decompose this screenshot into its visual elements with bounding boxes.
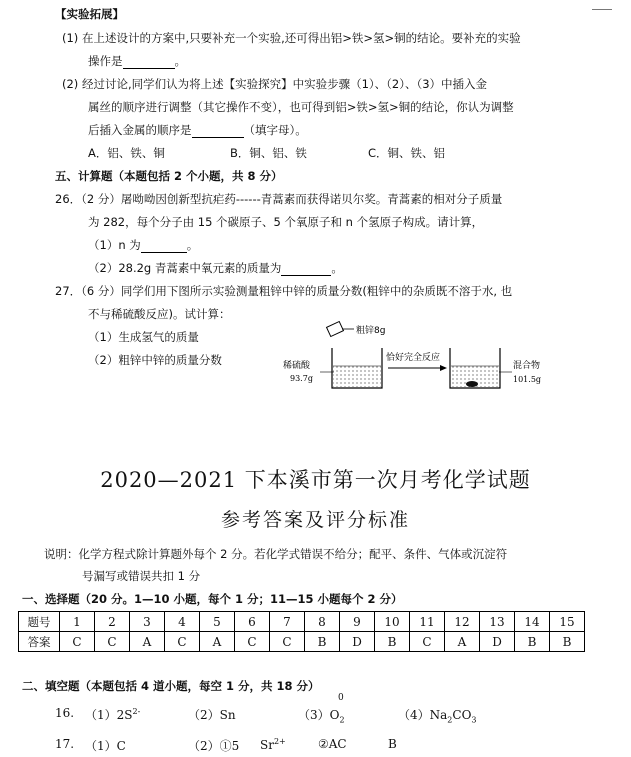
question-number-cell: 3 — [130, 612, 165, 632]
answer-choice-cell: A — [445, 632, 480, 652]
q16-number: 16. — [55, 706, 75, 720]
question-number-cell: 11 — [410, 612, 445, 632]
answer-blank — [141, 238, 187, 253]
q27-part-2: （2）粗锌中锌的质量分数 — [88, 353, 222, 367]
q16-4-sub: 2 — [447, 715, 453, 725]
question-number-cell: 6 — [235, 612, 270, 632]
question-number-cell: 12 — [445, 612, 480, 632]
question-number-cell: 8 — [305, 612, 340, 632]
q27-part-1: （1）生成氢气的质量 — [88, 330, 199, 344]
q17-answer-ion — [260, 737, 286, 752]
q16-1-charge: 2- — [132, 707, 141, 716]
answer-table — [18, 611, 585, 652]
q16-answer-2: （2）Sn — [188, 708, 236, 722]
q17-answer-4: B — [388, 737, 397, 751]
q16-4-text: （4）Na — [398, 708, 448, 722]
q17-answer-1: （1）C — [85, 739, 126, 753]
question-number-cell: 10 — [375, 612, 410, 632]
question-number-cell: 2 — [95, 612, 130, 632]
q26-line-1: 26．（2 分）屠呦呦因创新型抗疟药------青蒿素而获得诺贝尔奖。青蒿素的相对分子质量 — [55, 192, 503, 206]
exp-q2-fill-hint: （填字母）。 — [243, 123, 307, 137]
answer-choice-cell: B — [305, 632, 340, 652]
q16-4-text-2: CO — [452, 708, 472, 722]
question-number-cell: 13 — [480, 612, 515, 632]
zinc-label: 粗锌8g — [356, 326, 386, 336]
question-number-cell: 1 — [60, 612, 95, 632]
exp-q2-line-3 — [88, 122, 307, 138]
note-line-2: 号漏写或错误共扣 1 分 — [82, 569, 201, 583]
table-row-numbers — [19, 612, 585, 632]
q26-part-1-label: （1）n 为 — [88, 238, 141, 252]
answer-choice-cell: A — [130, 632, 165, 652]
exp-q2-line-1: (2) 经过讨论,同学们认为将上述【实验探究】中实验步骤（1）、（2）、（3）中插入金 — [62, 77, 488, 91]
q17-number: 17. — [55, 737, 75, 751]
answer-choice-cell: C — [95, 632, 130, 652]
row-head-answer: 答案 — [19, 632, 60, 652]
row-head-number: 题号 — [19, 612, 60, 632]
answer-blank — [192, 123, 244, 138]
answer-subtitle: 参考答案及评分标准 — [220, 509, 410, 531]
option-a: A．铝、铁、铜 — [88, 146, 165, 160]
table-row-answers — [19, 632, 585, 652]
sec2-heading: 二、填空题（本题包括 4 道小题，每空 1 分，共 18 分） — [22, 679, 320, 693]
q27-line-2: 不与稀硫酸反应)。试计算： — [88, 307, 231, 321]
question-number-cell: 5 — [200, 612, 235, 632]
acid-label: 稀硫酸 — [283, 361, 311, 371]
period: 。 — [186, 238, 199, 252]
experiment-extension-heading: 【实验拓展】 — [55, 7, 124, 21]
q26-part-2 — [88, 260, 343, 276]
mix-mass: 101.5g — [513, 375, 542, 384]
experiment-diagram — [280, 310, 545, 405]
q16-3-text: （3）O — [298, 708, 340, 722]
right-beaker-icon — [450, 348, 500, 388]
q16-3-sub: 2 — [339, 715, 345, 725]
answer-blank — [281, 261, 331, 276]
q17-answer-2: （2）①5 — [188, 739, 240, 753]
zinc-pellet-icon — [327, 322, 354, 337]
page-corner-line — [592, 9, 612, 10]
q16-answer-4 — [398, 706, 477, 724]
question-number-cell: 7 — [270, 612, 305, 632]
q16-answer-1 — [85, 706, 140, 723]
answer-title: 2020—2021 下本溪市第一次月考化学试题 — [100, 468, 531, 492]
q16-answer-3 — [298, 706, 345, 724]
exp-q2-line-2: 属丝的顺序进行调整（其它操作不变），也可得到铝>铁>氢>铜的结论，你认为调整 — [88, 100, 514, 114]
mix-label: 混合物 — [513, 361, 541, 371]
answer-choice-cell: D — [340, 632, 375, 652]
exp-q2-order-label: 后插入金属的顺序是 — [88, 123, 192, 137]
q26-line-2: 为 282，每个分子由 15 个碳原子、5 个氧原子和 n 个氢原子构成。请计算， — [88, 215, 484, 229]
question-number-cell: 15 — [550, 612, 585, 632]
q17-answer-3: ②AC — [318, 737, 347, 751]
sec1-heading: 一、选择题（20 分。1—10 小题，每个 1 分；11—15 小题每个 2 分） — [22, 592, 403, 606]
option-b: B．铜、铝、铁 — [230, 146, 307, 160]
answer-choice-cell: B — [550, 632, 585, 652]
question-number-cell: 9 — [340, 612, 375, 632]
option-c: C．铜、铁、铝 — [368, 146, 446, 160]
q17-ion-text: Sr — [260, 738, 274, 752]
question-number-cell: 14 — [515, 612, 550, 632]
reaction-arrow-icon — [388, 365, 447, 371]
q16-3-valence: 0 — [338, 693, 344, 703]
answer-choice-cell: C — [60, 632, 95, 652]
q26-part-1 — [88, 237, 198, 253]
calc-section-heading: 五、计算题（本题包括 2 个小题，共 8 分） — [55, 169, 283, 183]
q16-1-text: （1）2S — [85, 708, 133, 722]
answer-choice-cell: C — [410, 632, 445, 652]
q16-4-sub-2: 3 — [471, 715, 477, 725]
exp-q1-operation-label: 操作是 — [88, 54, 123, 68]
answer-choice-cell: C — [165, 632, 200, 652]
answer-choice-cell: B — [515, 632, 550, 652]
note-line-1: 说明：化学方程式除计算题外每个 2 分。若化学式错误不给分；配平、条件、气体或沉淀符 — [44, 547, 508, 561]
answer-choice-cell: D — [480, 632, 515, 652]
answer-choice-cell: A — [200, 632, 235, 652]
exp-q1-line-2 — [88, 53, 186, 69]
answer-choice-cell: C — [270, 632, 305, 652]
question-number-cell: 4 — [165, 612, 200, 632]
q27-line-1: 27．（6 分）同学们用下图所示实验测量粗锌中锌的质量分数(粗锌中的杂质既不溶于水, 也 — [55, 284, 513, 298]
period: 。 — [331, 261, 343, 275]
acid-mass: 93.7g — [290, 374, 313, 383]
q26-part-2-label: （2）28.2g 青蒿素中氧元素的质量为 — [88, 261, 282, 275]
answer-blank — [123, 54, 175, 69]
period: 。 — [174, 54, 186, 68]
exp-q1-line-1: (1) 在上述设计的方案中,只要补充一个实验,还可得出铝>铁>氢>铜的结论。要补充的实验 — [62, 31, 521, 45]
arrow-label: 恰好完全反应 — [386, 353, 441, 363]
answer-choice-cell: C — [235, 632, 270, 652]
left-beaker-icon — [332, 348, 382, 388]
answer-choice-cell: B — [375, 632, 410, 652]
q17-ion-charge: 2+ — [273, 737, 286, 746]
